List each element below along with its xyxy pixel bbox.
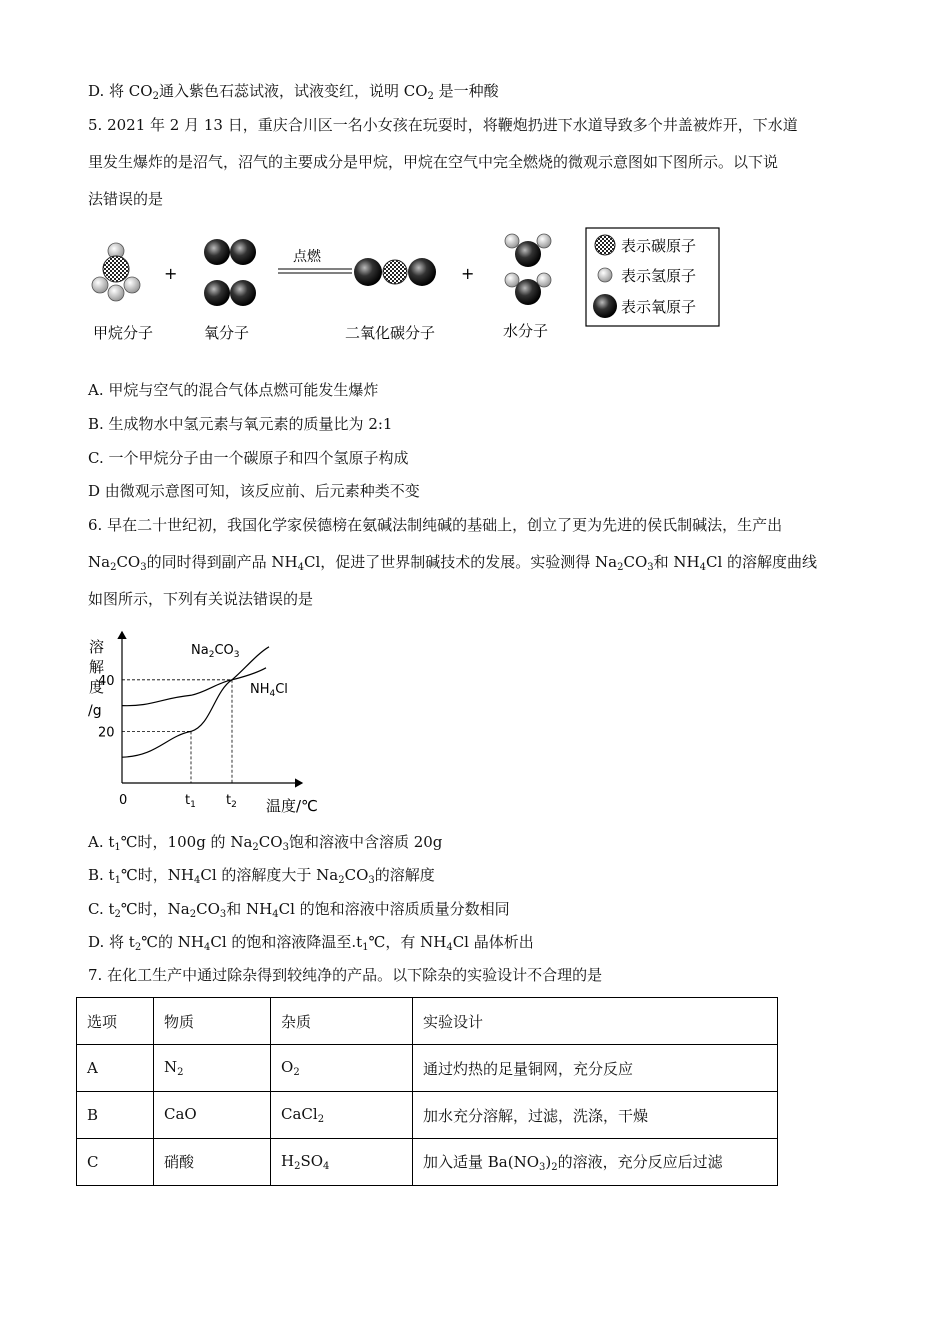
methane-molecule	[92, 243, 140, 301]
cell-text: 硝酸	[164, 1153, 195, 1171]
oxygen-atom	[230, 280, 256, 306]
oxygen-atom	[230, 239, 256, 265]
q6-c-text: Cl 的饱和溶液中溶质质量分数相同	[278, 900, 510, 918]
x-tick-label: $t_2$	[226, 793, 237, 810]
q6-stem-line2	[88, 552, 817, 578]
q4-d-sub: 2	[427, 91, 434, 102]
q6-sub: 4	[297, 562, 304, 573]
q6-d-sub: 1	[362, 942, 369, 953]
q5-option-b: B. 生成物水中氢元素与氧元素的质量比为 2:1	[88, 415, 393, 433]
hydrogen-atom	[505, 273, 519, 287]
q6-b-text: 的溶解度	[374, 866, 435, 884]
hydrogen-atom-legend-icon	[598, 268, 612, 282]
design-cell: 加水充分溶解，过滤，洗涤，干燥	[413, 1092, 778, 1139]
q6-c-sub: 2	[189, 909, 197, 920]
cell-text: H	[281, 1152, 295, 1170]
impurity-cell	[271, 1092, 413, 1139]
q6-option-b	[88, 865, 435, 891]
oxygen-molecules	[204, 239, 256, 306]
design-cell: 通过灼热的足量铜网，充分反应	[413, 1045, 778, 1092]
q6-stem-line3: 如图所示，下列有关说法错误的是	[88, 590, 314, 608]
x-tick-label: $t_1$	[185, 793, 196, 810]
y-tick-label: 40	[98, 673, 115, 689]
q4-d-sub: 2	[152, 91, 159, 102]
oxygen-atom	[515, 241, 541, 267]
cell-sub: 2	[294, 1161, 301, 1172]
q6-d-text: Cl 的饱和溶液降温至.t	[210, 933, 363, 951]
option-cell: C	[77, 1139, 154, 1186]
table-header-row	[77, 998, 778, 1045]
solubility-chart	[84, 628, 334, 818]
water-label: 水分子	[503, 322, 549, 340]
q6-d-text: Cl 晶体析出	[452, 933, 534, 951]
q6-d-sub: 4	[446, 942, 453, 953]
q4-d-text: D. 将 CO	[88, 82, 153, 100]
substance-cell	[154, 1092, 271, 1139]
substance-cell	[154, 1045, 271, 1092]
plus-sign: +	[461, 264, 475, 283]
q6-c-sub: 4	[272, 909, 279, 920]
carbon-atom	[103, 256, 129, 282]
cell-text: CaCl	[281, 1105, 318, 1123]
q6-b-sub: 2	[338, 875, 345, 886]
q6-text: CO	[623, 553, 648, 571]
cell-text: CaO	[164, 1105, 197, 1123]
q6-d-sub: 2	[134, 942, 142, 953]
oxygen-atom	[204, 280, 230, 306]
q6-option-d	[88, 932, 534, 958]
oxygen-atom	[204, 239, 230, 265]
q6-a-text: ℃时，100g 的 Na	[120, 833, 253, 851]
cell-sub: 4	[323, 1161, 330, 1172]
methane-label: 甲烷分子	[93, 324, 154, 342]
table-row	[77, 1139, 778, 1186]
water-molecules	[505, 234, 551, 305]
q6-sub: 2	[110, 562, 117, 573]
q6-sub: 3	[140, 562, 147, 573]
q6-d-text: D. 将 t	[88, 933, 135, 951]
carbon-atom	[383, 260, 407, 284]
q6-text: Cl，促进了世界制碱技术的发展。实验测得 Na	[303, 553, 618, 571]
design-cell	[413, 1139, 778, 1186]
cell-sub: 2	[293, 1067, 300, 1078]
y-label-char: 度	[89, 678, 105, 696]
co2-label: 二氧化碳分子	[345, 324, 436, 342]
y-tick-label: 20	[98, 725, 115, 741]
q6-c-text: ℃时，Na	[120, 900, 190, 918]
oxygen-atom	[354, 258, 382, 286]
impurity-cell	[271, 1139, 413, 1186]
q5-stem-line2: 里发生爆炸的是沼气，沼气的主要成分是甲烷，甲烷在空气中完全燃烧的微观示意图如下图所示。以下说	[88, 153, 779, 171]
header-cell: 物质	[154, 998, 271, 1045]
y-label-char: 解	[89, 658, 105, 676]
legend-hydrogen: 表示氢原子	[621, 267, 697, 285]
q6-text: 的同时得到副产品 NH	[146, 553, 298, 571]
header-cell: 实验设计	[413, 998, 778, 1045]
reaction-condition: 点燃	[293, 249, 321, 265]
q5-option-d: D 由微观示意图可知，该反应前、后元素种类不变	[88, 482, 420, 500]
oxygen-atom	[515, 279, 541, 305]
q6-option-c	[88, 899, 510, 925]
carbon-atom-legend-icon	[595, 235, 615, 255]
substance-cell	[154, 1139, 271, 1186]
q6-b-text: Cl 的溶解度大于 Na	[200, 866, 339, 884]
atom-legend	[586, 228, 719, 326]
cell-text: )	[545, 1153, 552, 1171]
q6-c-text: C. t	[88, 900, 115, 918]
q6-a-sub: 1	[114, 842, 121, 853]
oxygen-label: 氧分子	[204, 324, 250, 342]
table-row	[77, 1092, 778, 1139]
cell-text: 加入适量 Ba(NO	[423, 1153, 540, 1171]
hydrogen-atom	[124, 277, 140, 293]
table-row	[77, 1045, 778, 1092]
hydrogen-atom	[537, 273, 551, 287]
q6-b-text: ℃时，NH	[120, 866, 194, 884]
hydrogen-atom	[108, 285, 124, 301]
q4-d-text: 是一种酸	[433, 82, 499, 100]
q5-stem-line1: 5. 2021 年 2 月 13 日，重庆合川区一名小女孩在玩耍时，将鞭炮扔进下水道导致多个井盖被炸开，下水道	[88, 116, 798, 134]
q6-text: Na	[88, 553, 111, 571]
q6-sub: 4	[699, 562, 706, 573]
x-axis-label: 温度/℃	[266, 797, 318, 815]
q6-a-text: CO	[258, 833, 283, 851]
q6-c-sub: 2	[114, 909, 121, 920]
hydrogen-atom	[505, 234, 519, 248]
series-na2co3-line	[122, 647, 269, 757]
q6-a-text: 饱和溶液中含溶质 20g	[288, 833, 443, 851]
y-label-char: /g	[88, 703, 102, 719]
q6-a-sub: 3	[282, 842, 289, 853]
q5-option-c: C. 一个甲烷分子由一个碳原子和四个氢原子构成	[88, 449, 409, 467]
series-label-na2co3: $Na_2CO_3$	[191, 643, 240, 660]
q4-d-text: 通入紫色石蕊试液，试液变红，说明 CO	[158, 82, 428, 100]
q6-text: 和 NH	[653, 553, 700, 571]
q6-b-sub: 4	[193, 875, 201, 886]
oxygen-atom	[408, 258, 436, 286]
legend-carbon: 表示碳原子	[621, 237, 697, 255]
q6-sub: 2	[617, 562, 624, 573]
q6-b-sub: 1	[114, 875, 121, 886]
q5-option-a: A. 甲烷与空气的混合气体点燃可能发生爆炸	[88, 381, 379, 399]
cell-text: N	[164, 1058, 178, 1076]
q7-table	[76, 997, 778, 1186]
origin-label: 0	[119, 793, 128, 808]
series-label-nh4cl: $NH_4Cl$	[250, 682, 288, 699]
header-cell: 杂质	[271, 998, 413, 1045]
q6-b-sub: 3	[368, 875, 375, 886]
cell-text: 的溶液，充分反应后过滤	[557, 1153, 723, 1171]
q6-text: CO	[116, 553, 141, 571]
q5-stem-line3: 法错误的是	[88, 190, 164, 208]
series-nh4cl-line	[122, 668, 266, 706]
q6-sub: 3	[647, 562, 654, 573]
co2-molecule	[354, 258, 436, 286]
y-label-char: 溶	[89, 638, 105, 656]
plus-sign: +	[164, 264, 178, 283]
q6-option-a	[88, 832, 442, 858]
hydrogen-atom	[537, 234, 551, 248]
q6-c-sub: 3	[219, 909, 227, 920]
cell-sub: 2	[177, 1067, 184, 1078]
cell-text: SO	[300, 1152, 324, 1170]
cell-sub: 2	[317, 1114, 325, 1125]
q6-b-text: CO	[344, 866, 369, 884]
q6-d-sub: 4	[203, 942, 211, 953]
q6-stem-line1: 6. 早在二十世纪初，我国化学家侯德榜在氨碱法制纯碱的基础上，创立了更为先进的侯氏制碱法，生产出	[88, 516, 783, 534]
q6-d-text: ℃，有 NH	[368, 933, 447, 951]
q6-a-text: A. t	[88, 833, 115, 851]
q4-option-d	[88, 81, 499, 107]
cell-text: O	[281, 1058, 294, 1076]
q6-a-sub: 2	[252, 842, 259, 853]
q6-c-text: CO	[196, 900, 220, 918]
q6-d-text: ℃的 NH	[141, 933, 204, 951]
q7-stem: 7. 在化工生产中通过除杂得到较纯净的产品。以下除杂的实验设计不合理的是	[88, 966, 603, 984]
impurity-cell	[271, 1045, 413, 1092]
header-cell: 选项	[77, 998, 154, 1045]
hydrogen-atom	[92, 277, 108, 293]
q6-text: Cl 的溶解度曲线	[705, 553, 818, 571]
reaction-diagram	[80, 224, 730, 352]
cell-sub: 2	[551, 1162, 558, 1173]
cell-sub: 3	[539, 1162, 546, 1173]
q6-b-text: B. t	[88, 866, 115, 884]
option-cell: B	[77, 1092, 154, 1139]
option-cell: A	[77, 1045, 154, 1092]
q6-c-text: 和 NH	[226, 900, 273, 918]
legend-oxygen: 表示氧原子	[621, 298, 697, 316]
oxygen-atom-legend-icon	[593, 294, 617, 318]
